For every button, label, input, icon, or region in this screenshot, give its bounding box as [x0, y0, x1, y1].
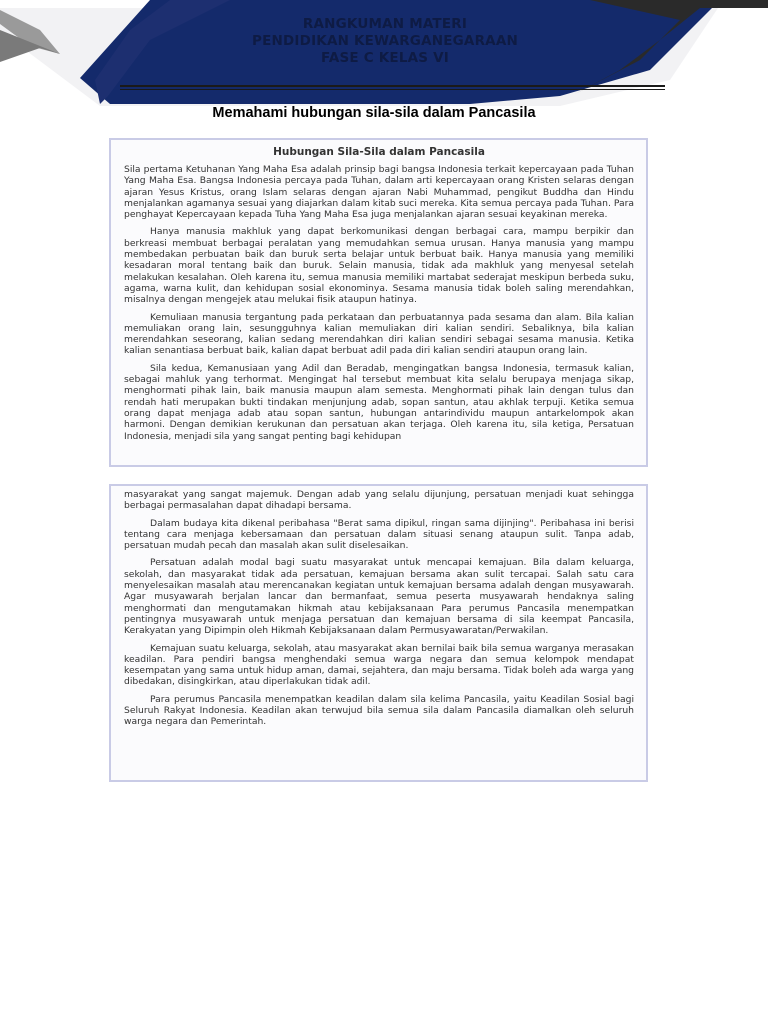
- document-header-title: [150, 16, 620, 67]
- header-title-line: FASE C KELAS VI: [320, 50, 449, 66]
- text-panel-1: [109, 138, 648, 467]
- paragraph: Sila pertama Ketuhanan Yang Maha Esa adalah prinsip bagi bangsa Indonesia terkait kepercayaan pada Tuhan Yang Maha Esa. Bangsa Indonesia percaya pada Tuhan, dalam arti kepercayaan orang Kristen selaras dengan ajaran Yesus Kristus, orang Islam selaras dengan ajaran Nabi Muhammad, pengikut Buddha dan Hindu menjalankan agamanya sesuai yang diajarkan dalam kitab suci mereka. Kita semua percaya pada Tuhan. Para penghayat Kepercayaan kepada Tuha Yang Maha Esa juga menjalankan ajaran sesuai keyakinan mereka.: [124, 164, 634, 221]
- text-panel-2: [109, 484, 648, 782]
- paragraph: Kemajuan suatu keluarga, sekolah, atau masyarakat akan bernilai baik bila semua warganya merasakan keadilan. Para pendiri bangsa menghendaki semua warga negara dan semua kelompok mendapat kesempatan yang sama untuk hidup aman, damai, sejahtera, dan maju bersama. Tidak boleh ada warga yang dibedakan, disingkirkan, atau diperlakukan tidak adil.: [124, 642, 634, 688]
- paragraph: Para perumus Pancasila menempatkan keadilan dalam sila kelima Pancasila, yaitu Keadilan Sosial bagi Seluruh Rakyat Indonesia. Keadilan akan terwujud bila semua sila dalam Pancasila diamalkan oleh seluruh warga negara dan Pemerintah.: [124, 693, 634, 728]
- paragraph: Dalam budaya kita dikenal peribahasa "Berat sama dipikul, ringan sama dijinjing". Peribahasa ini berisi tentang cara menjaga kebersamaan dan persatuan dalam situasi senang ataupun sulit. Tanpa adab, persatuan mudah pecah dan masalah akan sulit diselesaikan.: [124, 517, 634, 552]
- panel-title: Hubungan Sila-Sila dalam Pancasila: [273, 146, 485, 158]
- paragraph: Hanya manusia makhluk yang dapat berkomunikasi dengan berbagai cara, mampu berpikir dan berkreasi membuat berbagai peralatan yang memudahkan semua urusan. Hanya manusia yang mampu membedakan perbuatan baik dan buruk serta belajar untuk berbuat baik. Hanya manusia yang memiliki kesadaran moral tentang baik dan buruk. Selain manusia, tidak ada makhluk yang menyesal setelah melakukan kesalahan. Oleh karena itu, semua manusia memiliki martabat sederajat meskipun berbeda suku, agama, warna kulit, dan kehidupan sosial ekonominya. Sesama manusia tidak boleh saling merendahkan, misalnya dengan mengejek atau melukai fisik ataupun hatinya.: [124, 226, 634, 306]
- paragraph: Kemuliaan manusia tergantung pada perkataan dan perbuatannya pada sesama dan alam. Bila kalian memuliakan orang lain, sesungguhnya kalian memuliakan diri kalian sendiri. Sebaliknya, bila kalian merendahkan seseorang, kalian sedang merendahkan diri kalian sendiri sebagai sesama manusia. Ketika kalian senantiasa berbuat baik, kalian dapat berbuat adil pada diri kalian sendiri ataupun orang lain.: [124, 311, 634, 357]
- header-title-line: RANGKUMAN MATERI: [302, 16, 468, 32]
- paragraph: masyarakat yang sangat majemuk. Dengan adab yang selalu dijunjung, persatuan menjadi kuat sehingga berbagai permasalahan dapat dihadapi bersama.: [124, 489, 634, 512]
- paragraph: Sila kedua, Kemanusiaan yang Adil dan Beradab, mengingatkan bangsa Indonesia, termasuk kalian, sebagai mahluk yang terhormat. Mengingat hal tersebut membuat kita selalu berupaya menjaga sikap, menghormati pihak lain, baik manusia maupun alam semesta. Menghormati pihak lain dengan tulus dan rendah hati merupakan bukti tindakan menjunjung adab, sopan santun, atau akhlak terpuji. Ketika semua orang dapat menjaga adab atau sopan santun, hubungan antarindividu maupun antarkelompok akan harmoni. Dengan demikian kerukunan dan persatuan akan terjaga. Oleh karena itu, sila ketiga, Persatuan Indonesia, menjadi sila yang sangat penting bagi kehidupan: [124, 362, 634, 442]
- header-title-line: PENDIDIKAN KEWARGANEGARAAN: [252, 33, 518, 49]
- page-heading: Memahami hubungan sila-sila dalam Pancasila: [212, 105, 536, 121]
- paragraph: Persatuan adalah modal bagi suatu masyarakat untuk mencapai kemajuan. Bila dalam keluarga, sekolah, dan masyarakat tidak ada persatuan, kemajuan bersama akan sulit tercapai. Salah satu cara menyelesaikan masalah atau merencanakan kegiatan untuk kemajuan bersama adalah dengan musyawarah. Agar musyawarah berjalan lancar dan bermanfaat, semua peserta musyawarah hendaknya saling menghormati dan mengutamakan hikmah atau kebijaksanaan Para perumus Pancasila menempatkan pentingnya musyawarah untuk menjaga persatuan dan kemajuan bersama di sila keempat Pancasila, Kerakyatan yang Dipimpin oleh Hikmah Kebijaksanaan dalam Permusyawaratan/Perwakilan.: [124, 557, 634, 637]
